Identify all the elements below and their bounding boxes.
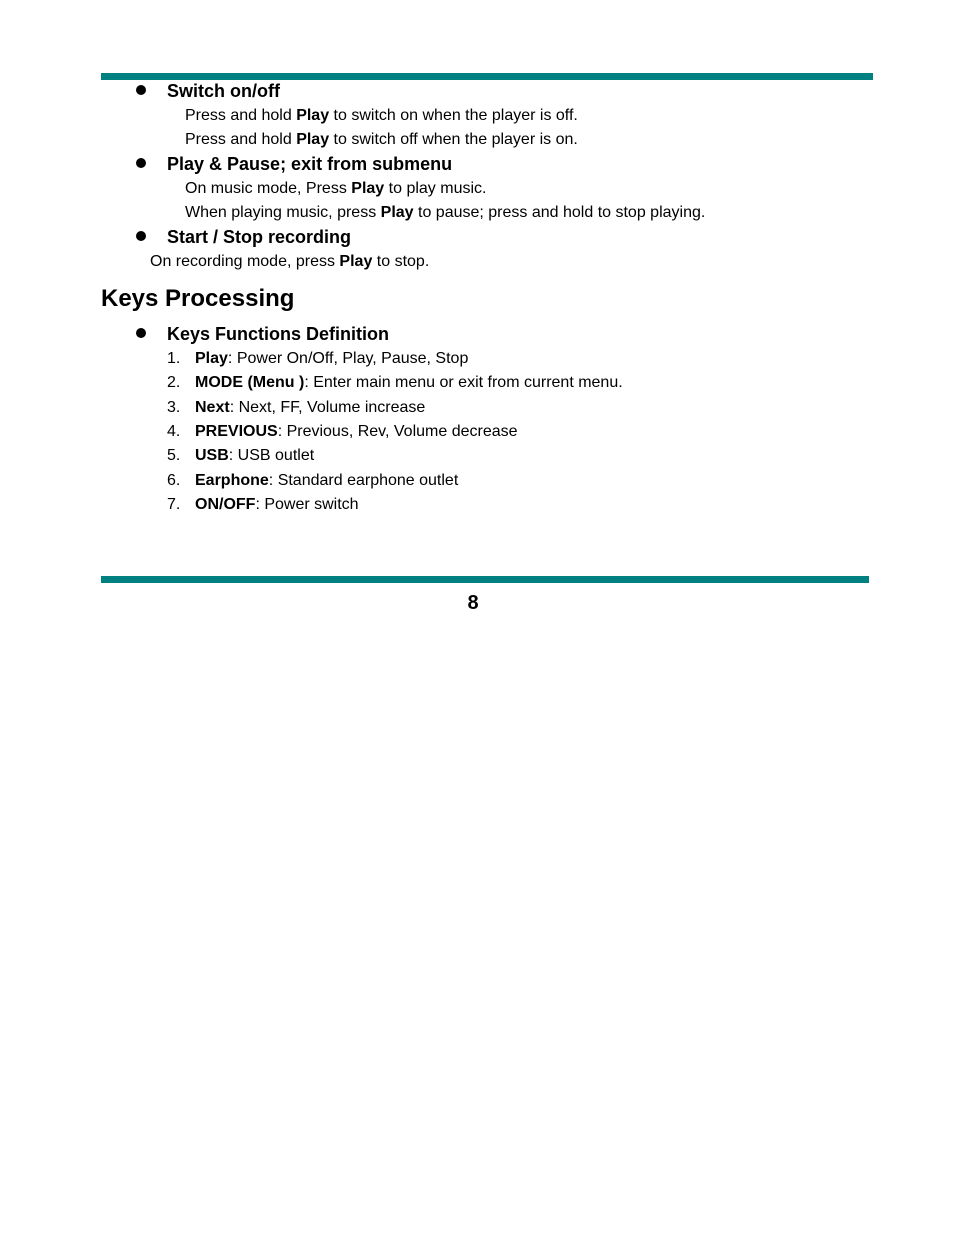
bullet-title-play-pause: Play & Pause; exit from submenu <box>167 154 453 174</box>
list-item: 7. ON/OFF: Power switch <box>167 496 359 513</box>
list-item: 1. Play: Power On/Off, Play, Pause, Stop <box>167 350 469 367</box>
bullet-icon <box>136 328 146 338</box>
text-line: Press and hold Play to switch off when the player is on. <box>185 131 578 148</box>
header-rule <box>101 73 873 80</box>
bullet-title-recording: Start / Stop recording <box>167 227 352 247</box>
section-heading: Keys Processing <box>101 285 295 312</box>
bullet-icon <box>136 85 146 95</box>
list-item: 6. Earphone: Standard earphone outlet <box>167 472 459 489</box>
text-line: On music mode, Press Play to play music. <box>185 180 487 197</box>
list-item: 5. USB: USB outlet <box>167 447 315 464</box>
text-line: Press and hold Play to switch on when the player is off. <box>185 107 578 124</box>
bullet-icon <box>136 231 146 241</box>
list-item: 2. MODE (Menu ): Enter main menu or exit from current menu. <box>167 374 623 391</box>
bullet-title-keys-functions: Keys Functions Definition <box>167 324 390 344</box>
footer-rule <box>101 576 869 583</box>
page-number: 8 <box>467 592 479 614</box>
bullet-title-switch: Switch on/off <box>167 81 280 101</box>
text-line: When playing music, press Play to pause; press and hold to stop playing. <box>185 204 706 221</box>
text-line: On recording mode, press Play to stop. <box>150 253 430 270</box>
list-item: 4. PREVIOUS: Previous, Rev, Volume decrease <box>167 423 518 440</box>
bullet-icon <box>136 158 146 168</box>
list-item: 3. Next: Next, FF, Volume increase <box>167 399 426 416</box>
